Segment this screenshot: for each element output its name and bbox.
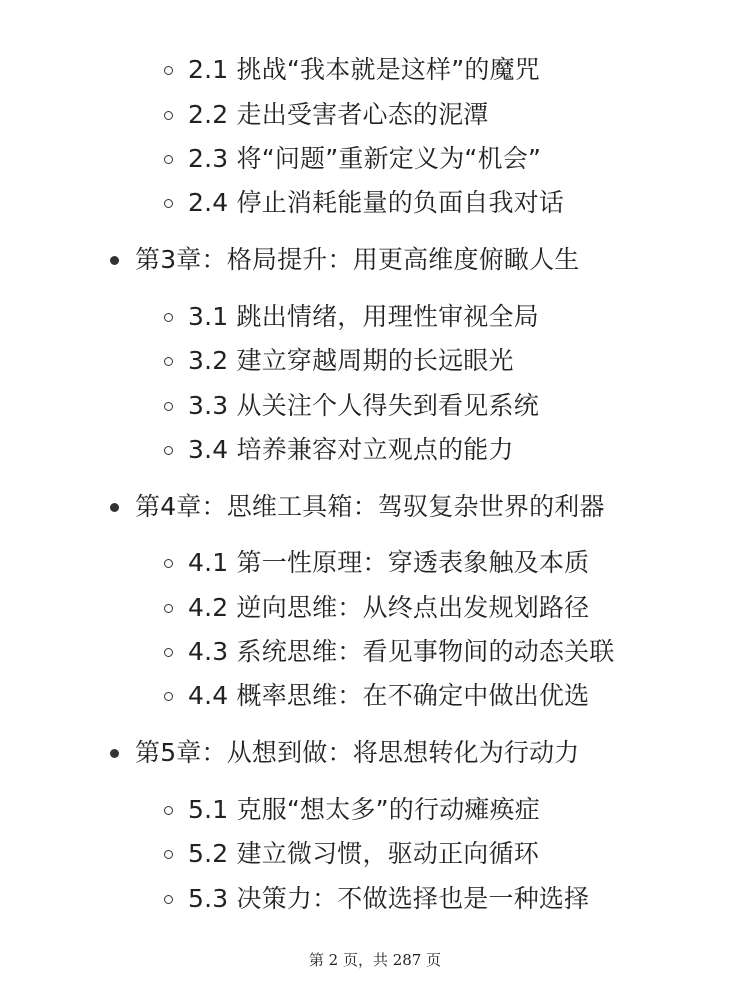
hollow-bullet-icon	[164, 111, 173, 120]
hollow-bullet-icon	[164, 692, 173, 701]
outline-item-4-1	[188, 547, 589, 579]
outline-item-2-2	[188, 99, 489, 131]
outline-item-3-4	[188, 434, 514, 466]
hollow-bullet-icon	[164, 402, 173, 411]
outline-item-3-3	[188, 390, 539, 422]
outline-item-text: 3.3 从关注个人得失到看见系统	[188, 391, 539, 420]
hollow-bullet-icon	[164, 66, 173, 75]
outline-item-4-4	[188, 680, 589, 712]
chapter-text: 第4章：思维工具箱：驾驭复杂世界的利器	[135, 492, 605, 521]
chapter-4-heading	[135, 491, 605, 523]
outline-item-2-1	[188, 54, 540, 86]
outline-item-text: 4.3 系统思维：看见事物间的动态关联	[188, 637, 615, 666]
outline-item-text: 3.2 建立穿越周期的长远眼光	[188, 346, 514, 375]
solid-bullet-icon	[110, 749, 119, 758]
outline-item-2-4	[188, 187, 564, 219]
page-number-footer: 第 2 页，共 287 页	[308, 951, 442, 969]
outline-item-text: 4.2 逆向思维：从终点出发规划路径	[188, 593, 590, 622]
outline-item-text: 4.1 第一性原理：穿透表象触及本质	[188, 548, 590, 577]
outline-item-text: 3.4 培养兼容对立观点的能力	[188, 435, 514, 464]
outline-item-2-3	[188, 143, 541, 175]
outline-item-5-2	[188, 838, 539, 870]
hollow-bullet-icon	[164, 895, 173, 904]
hollow-bullet-icon	[164, 313, 173, 322]
outline-item-text: 5.2 建立微习惯，驱动正向循环	[188, 839, 539, 868]
hollow-bullet-icon	[164, 357, 173, 366]
hollow-bullet-icon	[164, 850, 173, 859]
outline-item-text: 5.3 决策力：不做选择也是一种选择	[188, 884, 590, 913]
hollow-bullet-icon	[164, 199, 173, 208]
solid-bullet-icon	[110, 256, 119, 265]
hollow-bullet-icon	[164, 446, 173, 455]
outline-item-text: 2.1 挑战“我本就是这样”的魔咒	[188, 55, 541, 84]
hollow-bullet-icon	[164, 604, 173, 613]
outline-item-text: 3.1 跳出情绪，用理性审视全局	[188, 302, 539, 331]
outline-item-text: 2.2 走出受害者心态的泥潭	[188, 100, 489, 129]
outline-item-3-2	[188, 345, 514, 377]
hollow-bullet-icon	[164, 559, 173, 568]
outline-item-text: 2.3 将“问题”重新定义为“机会”	[188, 144, 542, 173]
hollow-bullet-icon	[164, 155, 173, 164]
outline-item-3-1	[188, 301, 539, 333]
outline-item-text: 2.4 停止消耗能量的负面自我对话	[188, 188, 565, 217]
outline-item-5-1	[188, 794, 540, 826]
outline-item-text: 5.1 克服“想太多”的行动瘫痪症	[188, 795, 541, 824]
hollow-bullet-icon	[164, 806, 173, 815]
chapter-5-heading	[135, 737, 580, 769]
outline-item-4-3	[188, 636, 615, 668]
hollow-bullet-icon	[164, 648, 173, 657]
chapter-text: 第3章：格局提升：用更高维度俯瞰人生	[135, 245, 580, 274]
chapter-text: 第5章：从想到做：将思想转化为行动力	[135, 738, 580, 767]
solid-bullet-icon	[110, 503, 119, 512]
outline-item-5-3	[188, 883, 589, 915]
outline-item-4-2	[188, 592, 589, 624]
outline-item-text: 4.4 概率思维：在不确定中做出优选	[188, 681, 590, 710]
chapter-3-heading	[135, 244, 580, 276]
